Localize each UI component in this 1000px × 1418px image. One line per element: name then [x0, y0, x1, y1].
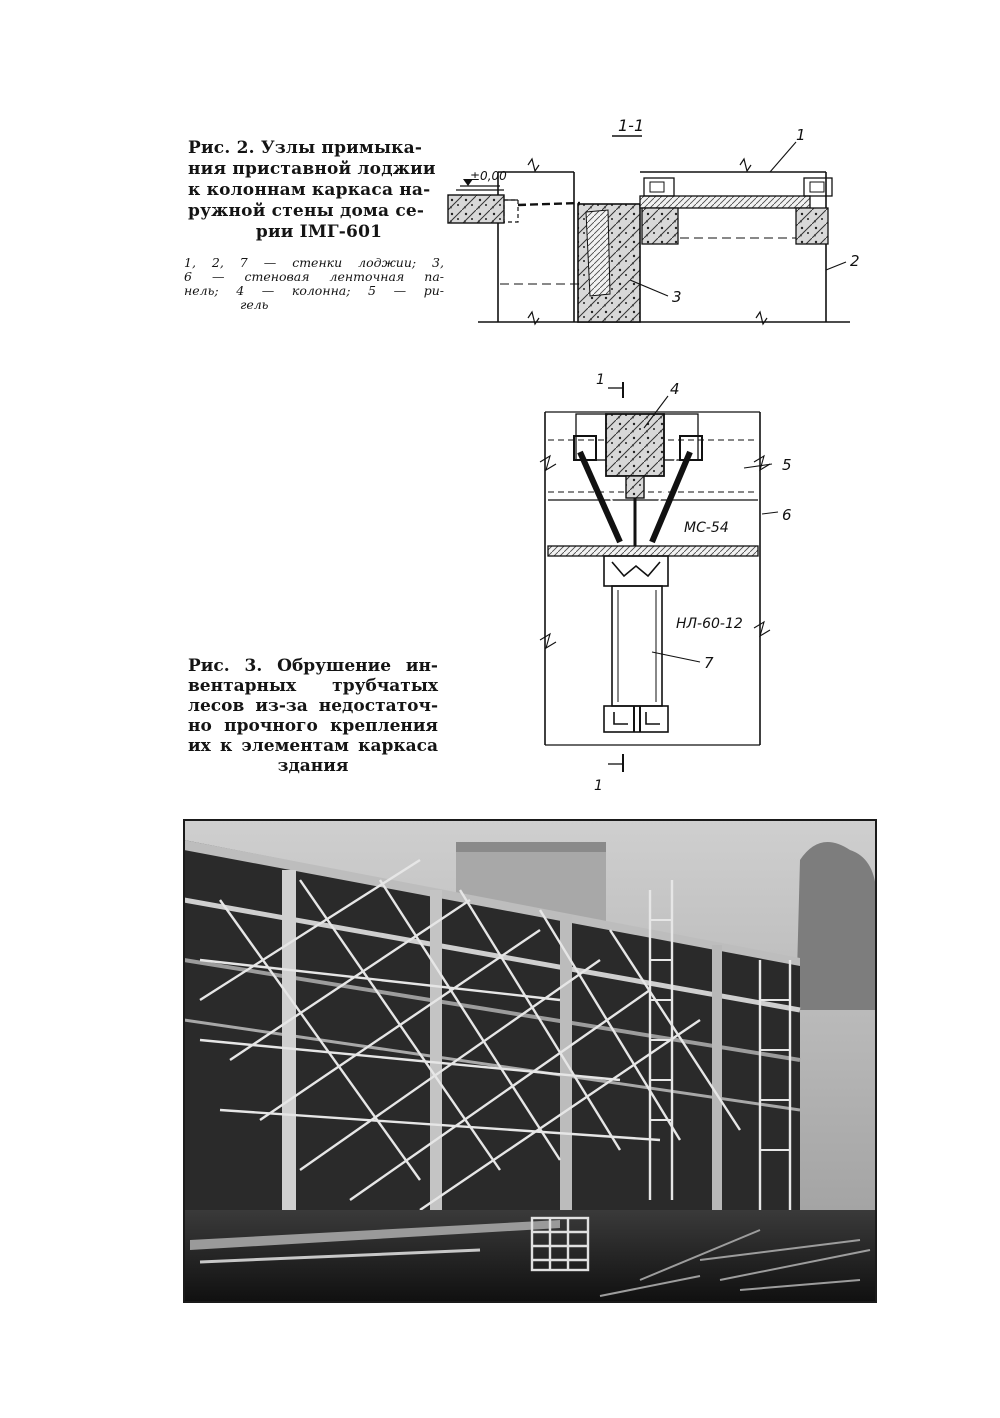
section-label: 1-1 [618, 116, 645, 135]
panel-mark: МС-54 [684, 520, 729, 536]
elevation-mark: ±0,00 [470, 169, 507, 183]
caption-line: Рис. 2. Узлы примыка- [188, 138, 423, 158]
caption-line: ния приставной лоджии [188, 159, 436, 179]
part-number-3: 3 [672, 288, 682, 306]
legend-line: нель; 4 — колонна; 5 — ри- [184, 283, 444, 298]
section-mark-top: 1 [596, 372, 605, 388]
part-number-2: 2 [850, 252, 860, 270]
caption-line: рии IМГ-601 [255, 222, 383, 242]
caption-line: к колоннам каркаса на- [188, 180, 431, 200]
caption-line: ружной стены дома се- [188, 201, 425, 221]
collapsed-scaffolding-photo [184, 820, 876, 1302]
figure-3-plan-drawing [540, 372, 792, 794]
part-number-5: 5 [782, 456, 792, 474]
caption-line: их к элементам каркаса [188, 736, 438, 756]
part-number-4: 4 [670, 380, 680, 398]
legend-line: гель [240, 297, 269, 312]
caption-line: здания [277, 756, 349, 776]
caption-line: вентарных трубчатых [188, 676, 438, 696]
caption-line: лесов из-за недостаточ- [188, 696, 438, 716]
part-number-6: 6 [782, 506, 792, 524]
figure-2-section-drawing [448, 116, 860, 324]
part-number-7: 7 [704, 654, 714, 672]
caption-line: Рис. 3. Обрушение ин- [188, 656, 438, 676]
legend-line: 6 — стеновая ленточная па- [184, 269, 444, 284]
legend-line: 1, 2, 7 — стенки лоджии; 3, [184, 255, 444, 270]
section-mark-bottom: 1 [594, 778, 603, 794]
caption-line: но прочного крепления [188, 716, 438, 736]
part-number-1: 1 [796, 126, 806, 144]
wall-mark: НЛ-60-12 [676, 616, 743, 632]
